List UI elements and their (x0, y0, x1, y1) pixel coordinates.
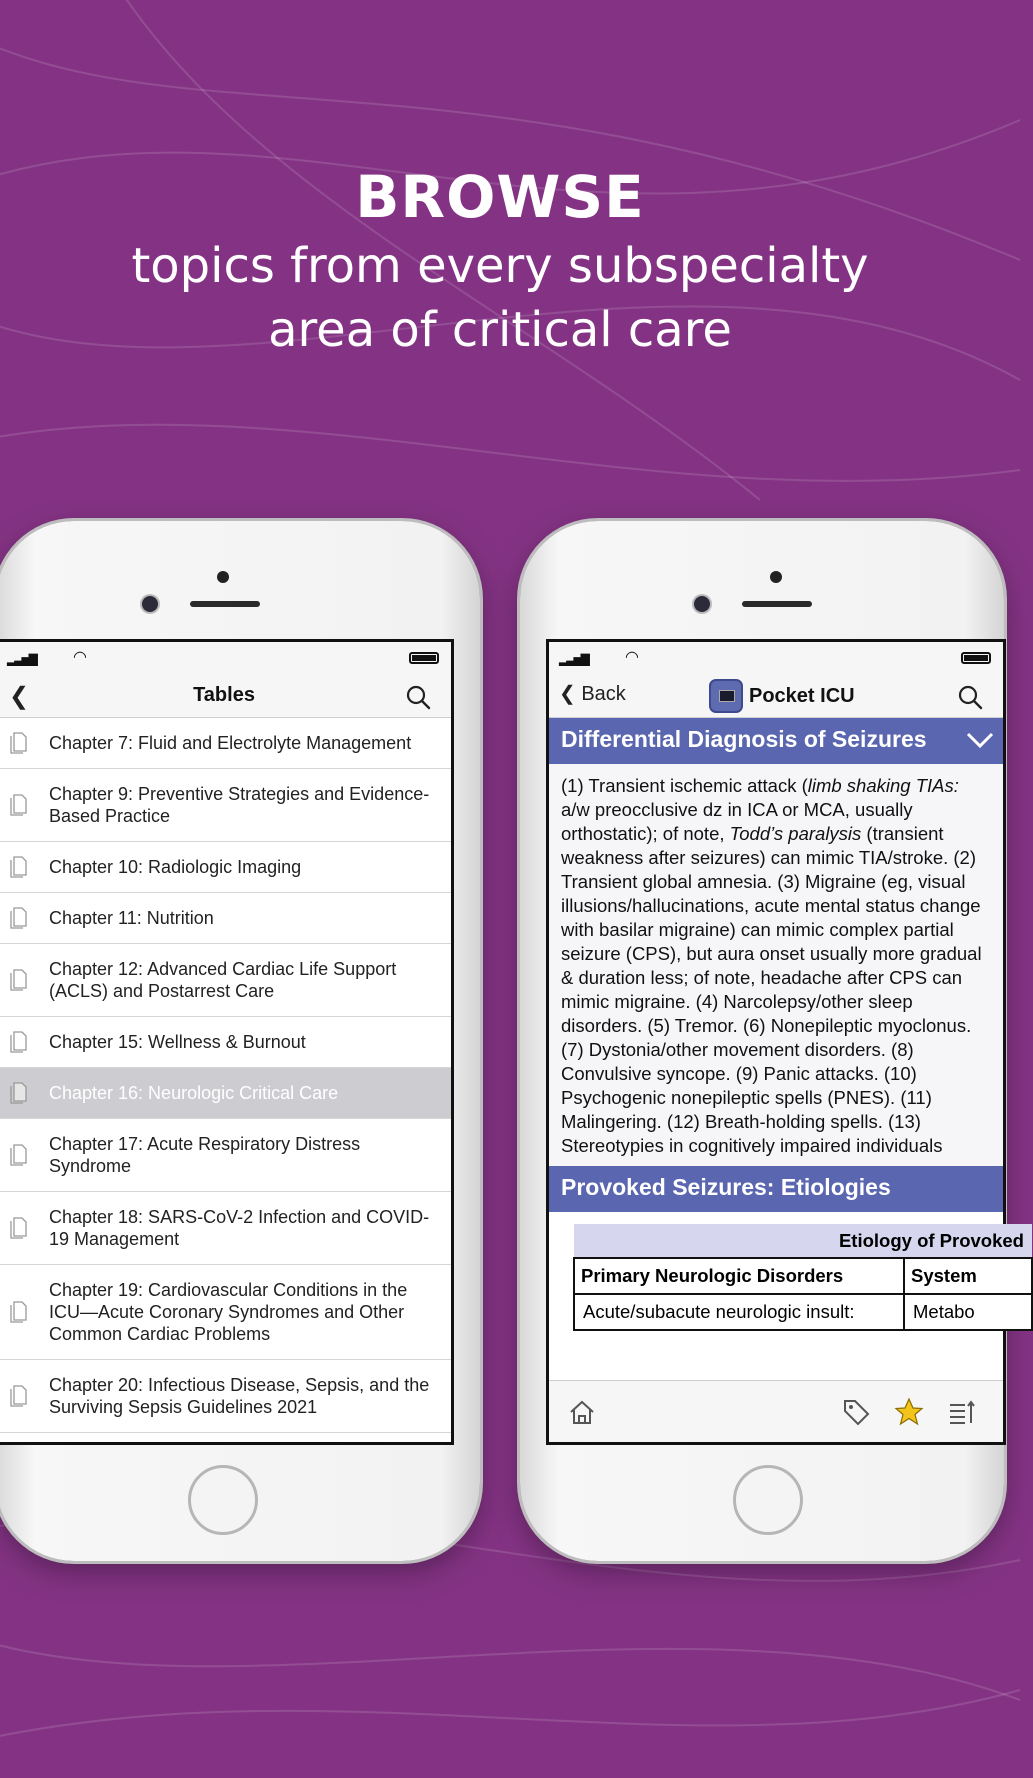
wifi-icon: ◠ (625, 649, 639, 666)
list-item-label: Chapter 7: Fluid and Electrolyte Management (49, 733, 412, 753)
table-caption: Etiology of Provoked (574, 1224, 1032, 1258)
left-phone-mockup (0, 521, 480, 1561)
tag-icon[interactable] (841, 1397, 871, 1427)
body-text-part: (1) Transient ischemic attack ( (561, 775, 808, 796)
list-item[interactable] (0, 842, 451, 893)
document-icon (9, 1144, 29, 1166)
back-chevron-icon[interactable]: ❮ (9, 683, 30, 710)
status-bar (0, 642, 451, 672)
app-logo-icon (709, 679, 743, 713)
list-item[interactable] (0, 1119, 451, 1192)
list-item-label: Chapter 10: Radiologic Imaging (49, 857, 302, 877)
document-icon (9, 1301, 29, 1323)
list-item[interactable] (0, 769, 451, 842)
list-item-label: Chapter 16: Neurologic Critical Care (49, 1083, 339, 1103)
body-text-part: a/w preocclusive dz in ICA or MCA, usually orthostatic); of note, (561, 799, 913, 844)
nav-bar (0, 672, 451, 718)
hero-title: BROWSE (355, 163, 645, 231)
app-name: Pocket ICU (749, 684, 855, 707)
home-button (188, 1465, 258, 1535)
list-item-label: Chapter 20: Infectious Disease, Sepsis, and the Surviving Sepsis Guidelines 2021 (49, 1375, 430, 1417)
back-button[interactable] (559, 681, 626, 706)
hero-subtitle-line-2: area of critical care (268, 302, 732, 358)
front-camera (694, 596, 710, 612)
list-item[interactable] (0, 1192, 451, 1265)
search-icon[interactable] (957, 684, 983, 710)
front-camera (142, 596, 158, 612)
table-cell: Metabo (904, 1294, 1032, 1330)
nav-bar (549, 672, 1003, 718)
search-icon[interactable] (405, 684, 431, 710)
signal-icon: ▂▃▅▇ (7, 652, 36, 666)
back-label: Back (581, 683, 626, 705)
list-item[interactable] (0, 944, 451, 1017)
home-icon[interactable] (567, 1397, 597, 1427)
hero-subtitle-line-1: topics from every subspecialty (131, 238, 869, 294)
section-header-provoked-seizures[interactable] (549, 1166, 1003, 1212)
list-item[interactable] (0, 893, 451, 944)
speaker-grille (742, 601, 812, 607)
right-phone-mockup (520, 521, 1024, 1561)
battery-icon (961, 652, 991, 664)
nav-title: Tables (193, 684, 255, 706)
table-header-cell: System (904, 1258, 1032, 1294)
document-icon (9, 1082, 29, 1104)
document-icon (9, 907, 29, 929)
document-icon (9, 1031, 29, 1053)
list-item-label: Chapter 12: Advanced Cardiac Life Support (ACLS) and Postarrest Care (49, 959, 397, 1001)
document-icon (9, 969, 29, 991)
section-title: Differential Diagnosis of Seizures (561, 726, 927, 752)
left-phone-screen (0, 639, 454, 1445)
document-icon (9, 856, 29, 878)
list-item-label: Chapter 11: Nutrition (49, 908, 214, 928)
star-favorite-icon[interactable] (894, 1397, 924, 1427)
body-text-part: (transient weakness after seizures) can mimic TIA/stroke. (2) Transient global amnesia. (3) Migraine (eg, visual illusions/hallucinations, acute mental status change with basilar migraine) can mimic complex partial seizure (CPS), but aura onset usually more gradual & duration less; of note, headache after CPS can mimic migraine. (4) Narcolepsy/other sleep disorders. (5) Tremor. (6) Nonepileptic myoclonus. (7) Dystonia/other movement disorders. (8) Convulsive syncope. (9) Panic attacks. (10) Psychogenic nonepileptic spells (PNES). (11) Malingering. (12) Breath-holding spells. (13) Stereotypies in cognitively impaired individuals (561, 823, 982, 1156)
list-item[interactable] (0, 1017, 451, 1068)
signal-icon: ▂▃▅▇ (559, 652, 588, 666)
right-phone-screen (546, 639, 1024, 1445)
list-item-label: Chapter 9: Preventive Strategies and Evidence-Based Practice (49, 784, 430, 826)
list-item-selected[interactable] (0, 1068, 451, 1119)
back-chevron-icon: ❮ (559, 683, 582, 705)
bottom-toolbar (549, 1380, 1003, 1442)
list-item[interactable] (0, 1265, 451, 1360)
table-header-cell: Primary Neurologic Disorders (574, 1258, 904, 1294)
wifi-icon: ◠ (73, 649, 87, 666)
document-icon (9, 732, 29, 754)
speaker-grille (190, 601, 260, 607)
list-item-label: Chapter 15: Wellness & Burnout (49, 1032, 306, 1052)
list-item[interactable] (0, 718, 451, 769)
status-bar (549, 642, 1003, 672)
hero-heading (0, 160, 1000, 362)
list-item-label: Chapter 18: SARS-CoV-2 Infection and COVID-19 Management (49, 1207, 430, 1249)
home-button (733, 1465, 803, 1535)
section-title: Provoked Seizures: Etiologies (561, 1174, 891, 1200)
body-text-italic: limb shaking TIAs: (807, 775, 959, 796)
chevron-down-icon[interactable] (965, 728, 995, 752)
tables-list (0, 718, 451, 1433)
document-icon (9, 1217, 29, 1239)
section-header-differential-diagnosis[interactable] (549, 718, 1003, 764)
list-item-label: Chapter 19: Cardiovascular Conditions in the ICU—Acute Coronary Syndromes and Other Common Cardiac Problems (49, 1280, 408, 1344)
list-item[interactable] (0, 1360, 451, 1433)
battery-icon (409, 652, 439, 664)
earpiece-camera (217, 571, 229, 583)
document-icon (9, 1385, 29, 1407)
seizure-differential-text (549, 764, 1003, 1166)
body-text-italic: Todd’s paralysis (729, 823, 862, 844)
app-title (709, 678, 855, 714)
etiology-table (573, 1224, 1033, 1331)
document-icon (9, 794, 29, 816)
earpiece-camera (770, 571, 782, 583)
list-item-label: Chapter 17: Acute Respiratory Distress Syndrome (49, 1134, 361, 1176)
table-cell: Acute/subacute neurologic insult: (574, 1294, 904, 1330)
sort-list-icon[interactable] (947, 1397, 977, 1427)
